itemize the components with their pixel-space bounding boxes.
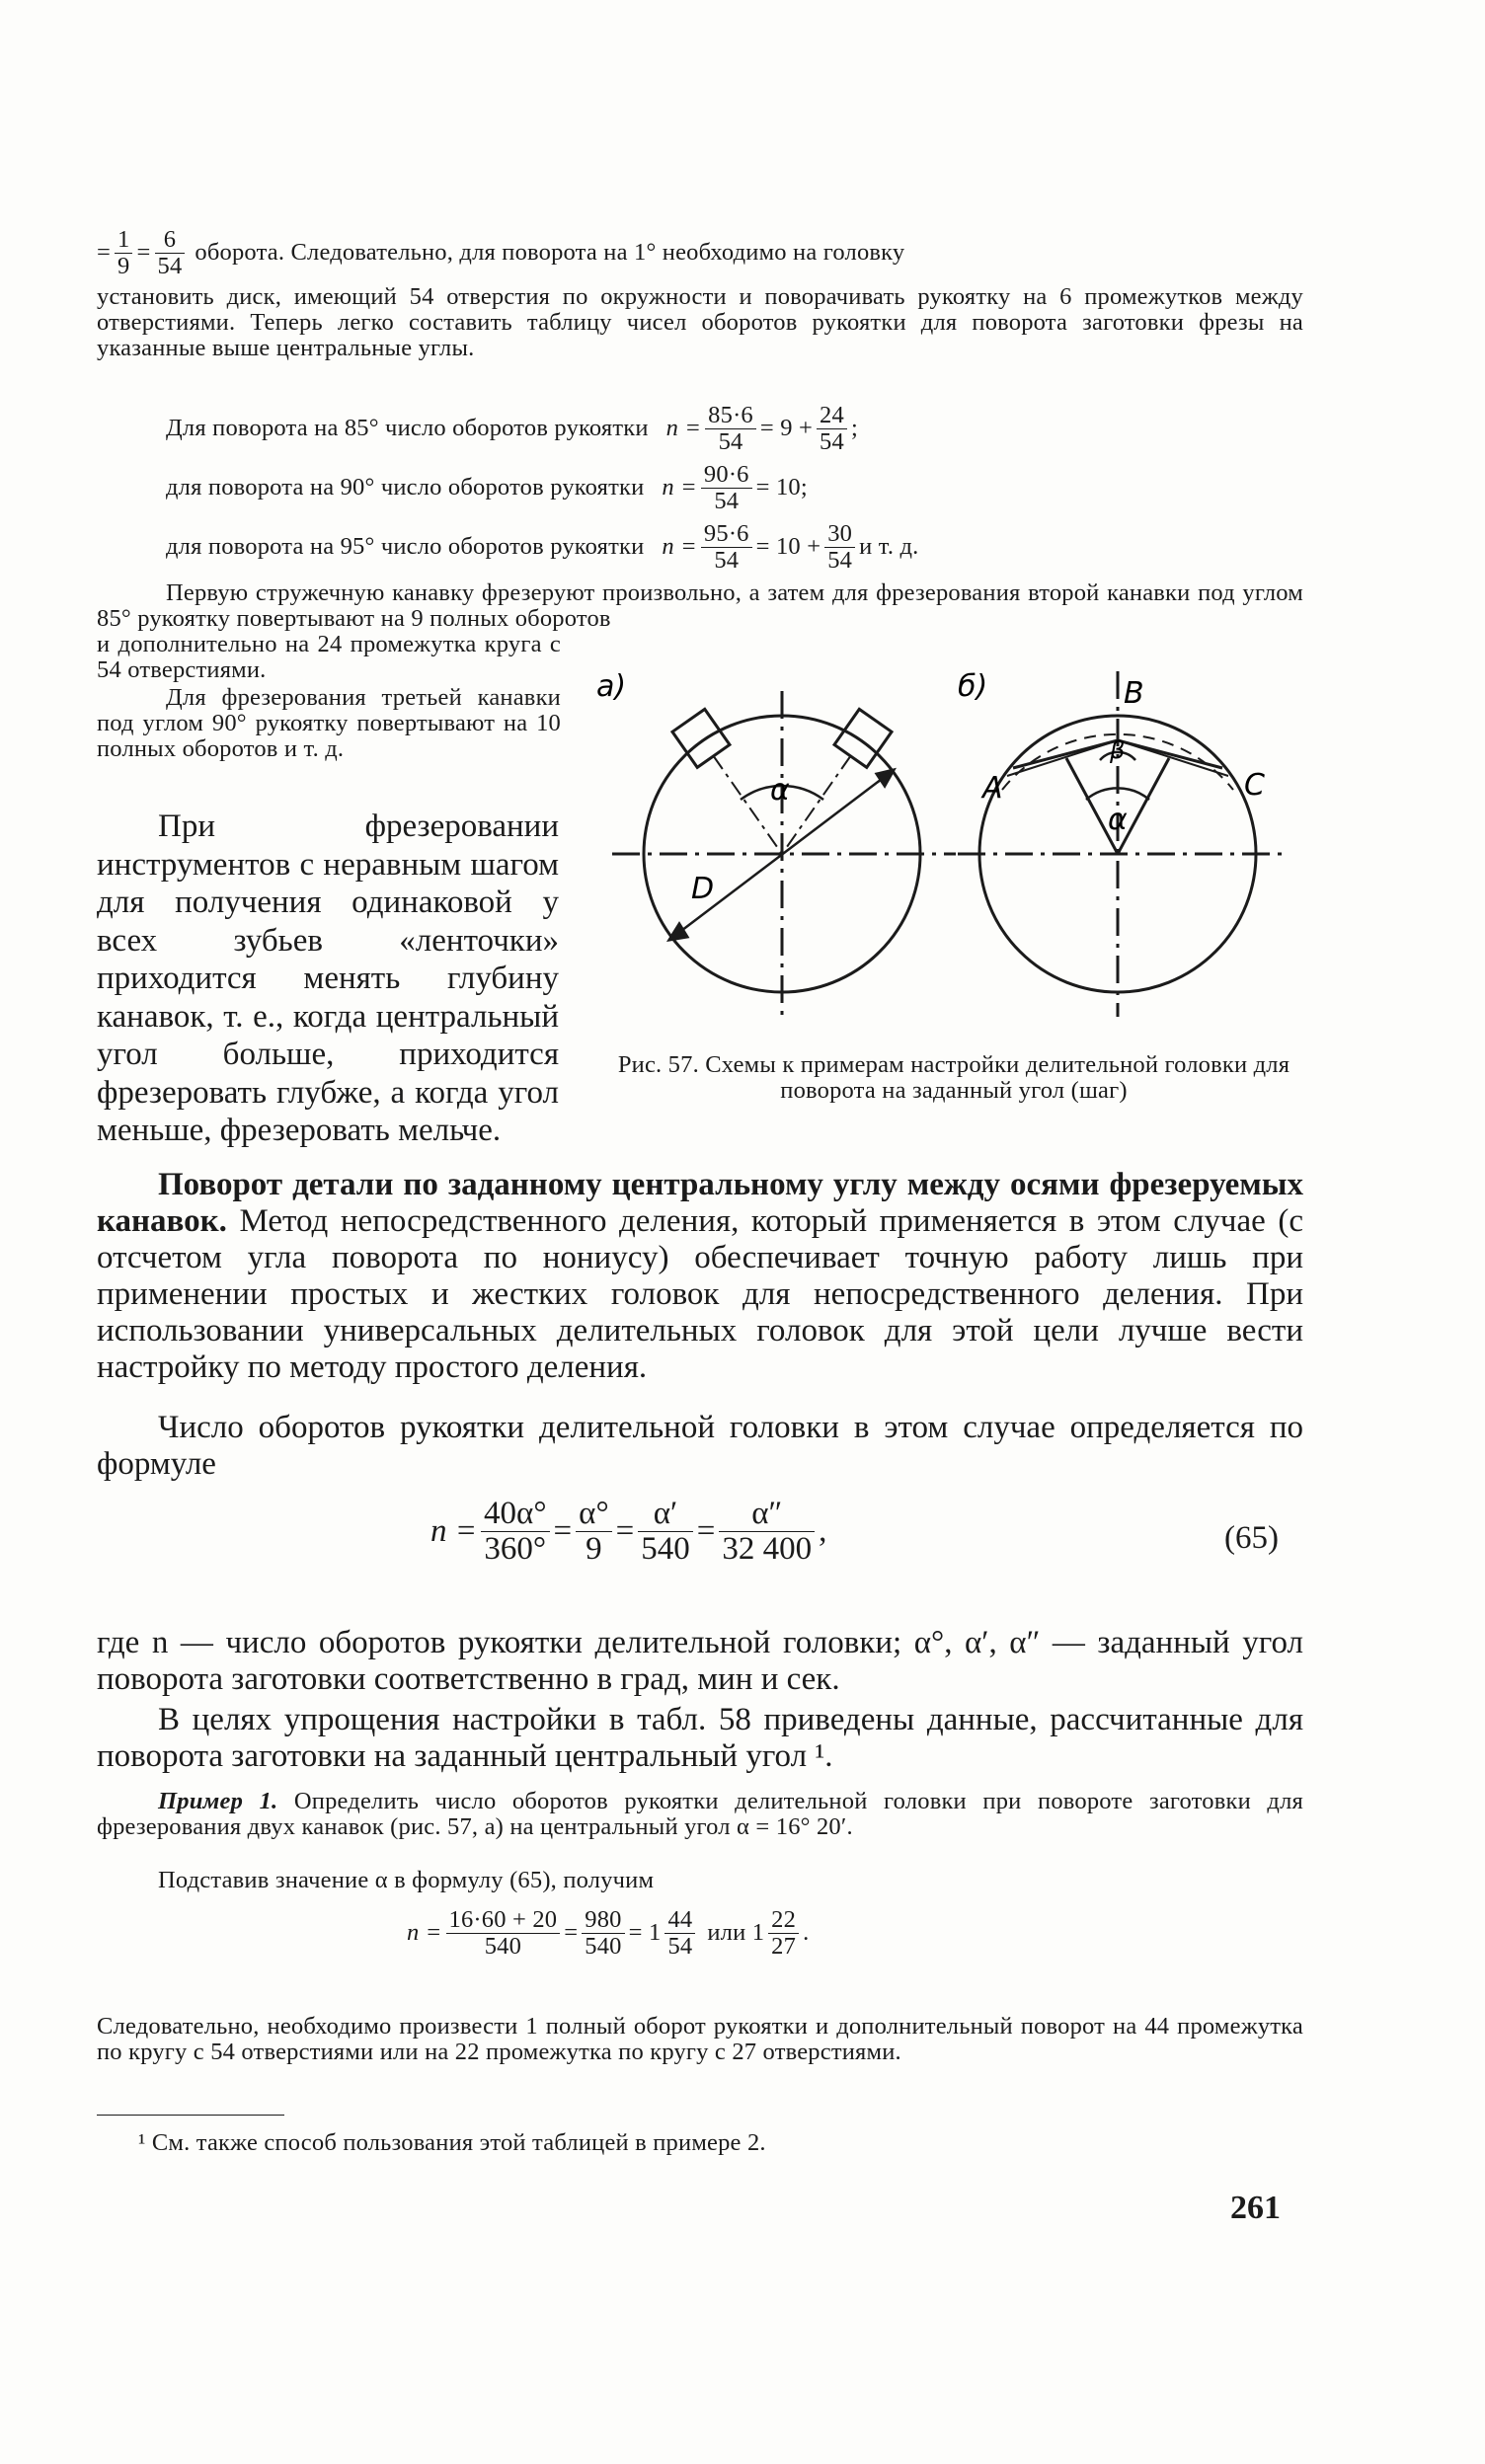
simplify-paragraph: В целях упрощения настройки в табл. 58 приведены данные, рассчитанные для поворота заготовки на заданный центральный угол ¹. [97,1702,1303,1774]
example-paragraph [97,1789,1303,1840]
formula-65: n = $\frac{40\alpha^\circ}{360^\circ}$ = $\frac{\alpha^\circ}{9}$ = $\frac{\alpha'}{540}$ = $\frac{\alpha''}{32 400}$ , [430,1496,827,1567]
point-b-label: В [1124,676,1144,711]
intro-first-line: = $\frac{1}{9}$ = $\frac{6}{54}$ оборота. Следовательно, для поворота на 1° необходимо на головку [97,226,905,279]
where-paragraph: где n — число оборотов рукоятки делительной головки; α°, α′, α″ — заданный угол поворота заготовки соответственно в град, мин и сек. [97,1625,1303,1697]
formula-number: (65) [1224,1520,1279,1556]
fraction: $\frac{6}{54}$ [155,227,186,278]
footnote: ¹ См. также способ пользования этой таблицей в примере 2. [138,2129,766,2156]
turns-row-90: для поворота на 90° число оборотов рукоятки n = $\frac{90\cdot 6}{54}$ = 10; [166,461,808,514]
turns-row-85: Для поворота на 85° число оборотов рукоятки n = $\frac{85\cdot 6}{54}$ = 9 + $\frac{24}{54}$ ; [166,402,858,455]
page-number: 261 [1230,2190,1281,2226]
turns-row-95: для поворота на 95° число оборотов рукоятки n = $\frac{95\cdot 6}{54}$ = 10 + $\frac{30}{54}$ и т. д. [166,520,919,574]
example-text: Определить число оборотов рукоятки делительной головки при повороте заготовки для фрезерования двух канавок (рис. 57, а) на центральный угол α = 16° 20′. [97,1788,1303,1840]
third-groove-paragraph: Для фрезерования третьей канавки под углом 90° рукоятку повертывают на 10 полных оборотов и т. д. [97,684,561,762]
example-substitution: Подставив значение α в формулу (65), получим [158,1867,655,1893]
section-paragraph [97,1167,1303,1386]
alpha-label: α [770,773,790,808]
formula-intro: Число оборотов рукоятки делительной головки в этом случае определяется по формуле [97,1410,1303,1482]
example-conclusion: Следовательно, необходимо произвести 1 полный оборот рукоятки и дополнительный поворот на 44 промежутка по кругу с 54 отверстиями или на 22 промежутка по кругу с 27 отверстиями. [97,2013,1303,2065]
intro-continuation: установить диск, имеющий 54 отверстия по окружности и поворачивать рукоятку на 6 промежутков между отверстиями. Теперь легко составить таблицу чисел оборотов рукоятки для поворота заготовки фрезы на указанные выше центральные углы. [97,283,1303,361]
fraction: $\frac{1}{9}$ [115,227,132,278]
example-label: Пример 1. [158,1788,278,1814]
section-heading: Поворот детали по заданному центральному углу между осями фрезеруемых канавок. [97,1167,1303,1239]
first-groove-paragraph: Первую стружечную канавку фрезеруют произвольно, а затем для фрезерования второй канавки под углом 85° рукоятку повертывают на 9 полных оборотов [97,579,1303,632]
figure-label-a: а) [596,669,627,704]
uneven-pitch-paragraph: При фрезеровании инструментов с неравным шагом для получения одинаковой у всех зубьев «ленточки» приходится менять глубину канавок, т. е., когда центральный угол больше, приходится фрезеровать глубже, а когда угол меньше, фрезеровать мельче. [97,808,559,1148]
section-body: Метод непосредственного деления, который применяется в этом случае (с отсчетом угла поворота по нониусу) обеспечивает точную работу лишь при применении простых и жестких головок для непосредственного деления. При использовании универсальных делительных головок для этой цели лучше вести настройку по методу простого деления. [97,1203,1304,1385]
alpha-label-b: α [1108,803,1128,837]
beta-label: β [1110,736,1126,764]
figure-caption: Рис. 57. Схемы к примерам настройки делительной головки для поворота на заданный угол (шаг) [617,1051,1290,1104]
first-groove-continuation: и дополнительно на 24 промежутка круга с 54 отверстиями. [97,631,561,683]
point-a-label: A [982,771,1003,806]
figure-57 [592,652,1303,1056]
diameter-label: D [691,872,715,906]
figure-label-b: б) [958,669,988,704]
footnote-rule [97,2115,284,2116]
example-calculation: n = $\frac{16\cdot 60 + 20}{540}$ = $\frac{980}{540}$ = 1 $\frac{44}{54}$ или 1 $\frac{22}{27}$ . [407,1906,810,1960]
point-c-label: C [1244,768,1265,803]
